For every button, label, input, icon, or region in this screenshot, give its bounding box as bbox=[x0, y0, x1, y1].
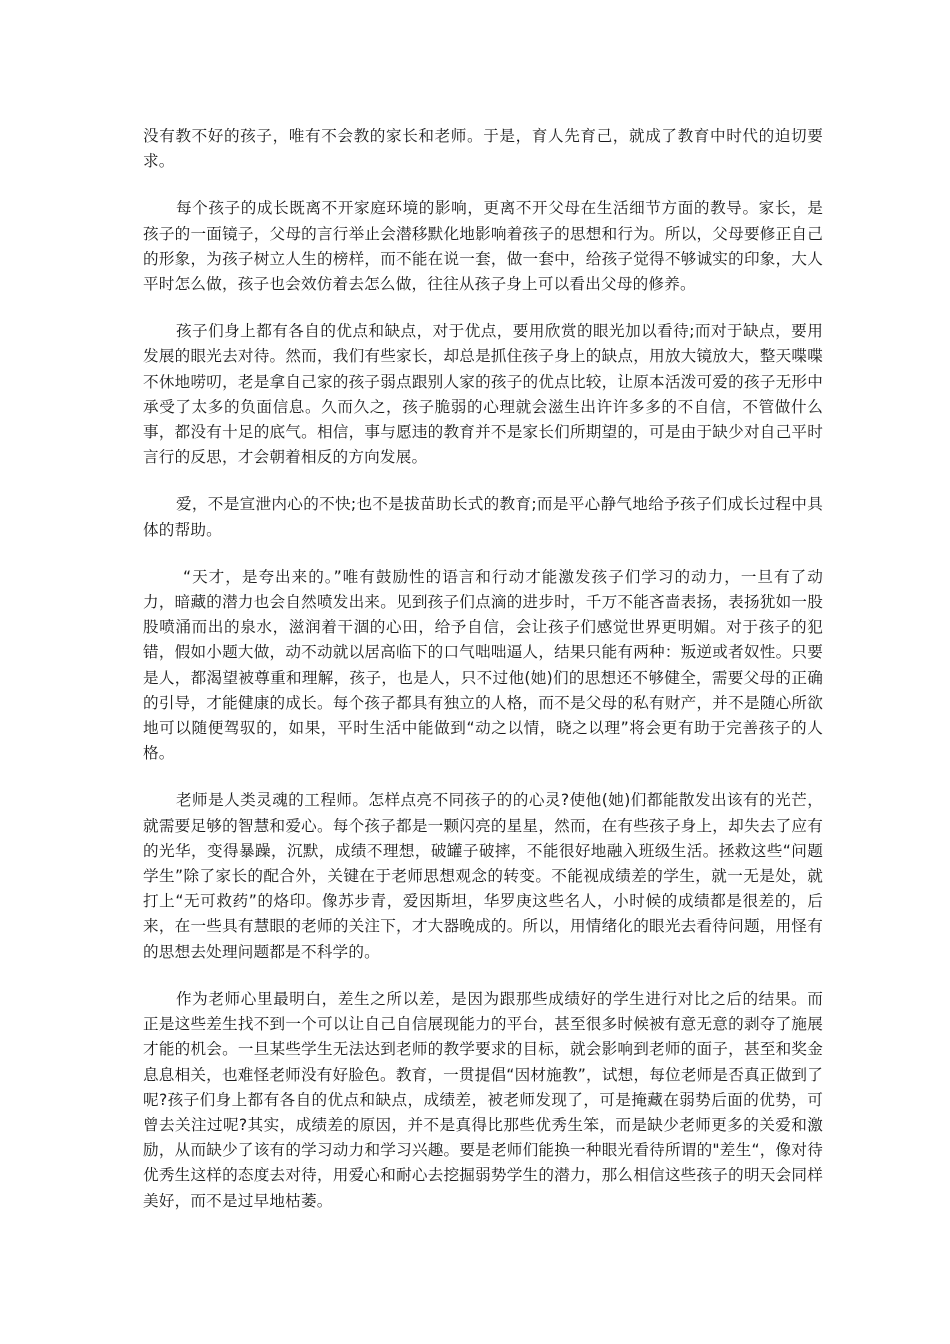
paragraph-1: 没有教不好的孩子，唯有不会教的家长和老师。于是，育人先育己，就成了教育中时代的迫切要求。 bbox=[143, 127, 823, 171]
paragraph-4: 爱，不是宣泄内心的不快;也不是拔苗助长式的教育;而是平心静气地给予孩子们成长过程中具体的帮助。 bbox=[143, 495, 823, 539]
document-page bbox=[143, 124, 823, 1236]
paragraph-2: 每个孩子的成长既离不开家庭环境的影响，更离不开父母在生活细节方面的教导。家长，是孩子的一面镜子，父母的言行举止会潜移默化地影响着孩子的思想和行为。所以，父母要修正自己的形象，为孩子树立人生的榜样，而不能在说一套，做一套中，给孩子觉得不够诚实的印象，大人平时怎么做，孩子也会效仿着去怎么做，往往从孩子身上可以看出父母的修养。 bbox=[143, 199, 823, 294]
paragraph-7: 作为老师心里最明白，差生之所以差，是因为跟那些成绩好的学生进行对比之后的结果。而正是这些差生找不到一个可以让自己自信展现能力的平台，甚至很多时候被有意无意的剥夺了施展才能的机会。一旦某些学生无法达到老师的教学要求的目标，就会影响到老师的面子，甚至和奖金息息相关，也难怪老师没有好脸色。教育，一贯提倡“因材施教”，试想，每位老师是否真正做到了呢?孩子们身上都有各自的优点和缺点，成绩差，被老师发现了，可是掩藏在弱势后面的优势，可曾去关注过呢?其实，成绩差的原因，并不是真得比那些优秀生笨，而是缺少老师更多的关爱和激励，从而缺少了该有的学习动力和学习兴趣。要是老师们能换一种眼光看待所谓的"差生“，像对待优秀生这样的态度去对待，用爱心和耐心去挖掘弱势学生的潜力，那么相信这些孩子的明天会同样美好，而不是过早地枯萎。 bbox=[143, 989, 823, 1210]
paragraph-5: “天才，是夸出来的。”唯有鼓励性的语言和行动才能激发孩子们学习的动力，一旦有了动力，暗藏的潜力也会自然喷发出来。见到孩子们点滴的进步时，千万不能吝啬表扬，表扬犹如一股股喷涌而出的泉水，滋润着干涸的心田，给予自信，会让孩子们感觉世界更明媚。对于孩子的犯错，假如小题大做，动不动就以居高临下的口气咄咄逼人，结果只能有两种：叛逆或者奴性。只要是人，都渴望被尊重和理解，孩子，也是人，只不过他(她)们的思想还不够健全，需要父母的正确的引导，才能健康的成长。每个孩子都具有独立的人格，而不是父母的私有财产，并不是随心所欲地可以随便驾驭的，如果，平时生活中能做到“动之以情，晓之以理”将会更有助于完善孩子的人格。 bbox=[143, 567, 823, 763]
paragraph-6: 老师是人类灵魂的工程师。怎样点亮不同孩子的的心灵?使他(她)们都能散发出该有的光芒，就需要足够的智慧和爱心。每个孩子都是一颗闪亮的星星，然而，在有些孩子身上，却失去了应有的光华，变得暴躁，沉默，成绩不理想，破罐子破摔，不能很好地融入班级生活。拯救这些“问题学生”除了家长的配合外，关键在于老师思想观念的转变。不能视成绩差的学生，就一无是处，就打上“无可救药”的烙印。像苏步青，爱因斯坦，华罗庚这些名人，小时候的成绩都是很差的，后来，在一些具有慧眼的老师的关注下，才大器晚成的。所以，用情绪化的眼光去看待问题，用怪有的思想去处理问题都是不科学的。 bbox=[143, 791, 823, 961]
paragraph-3: 孩子们身上都有各自的优点和缺点，对于优点，要用欣赏的眼光加以看待;而对于缺点，要用发展的眼光去对待。然而，我们有些家长，却总是抓住孩子身上的缺点，用放大镜放大，整天喋喋不休地唠叨，老是拿自己家的孩子弱点跟别人家的孩子的优点比较，让原本活泼可爱的孩子无形中承受了太多的负面信息。久而久之，孩子脆弱的心理就会滋生出许许多多的不自信，不管做什么事，都没有十足的底气。相信，事与愿违的教育并不是家长们所期望的，可是由于缺少对自己平时言行的反思，才会朝着相反的方向发展。 bbox=[143, 322, 823, 467]
